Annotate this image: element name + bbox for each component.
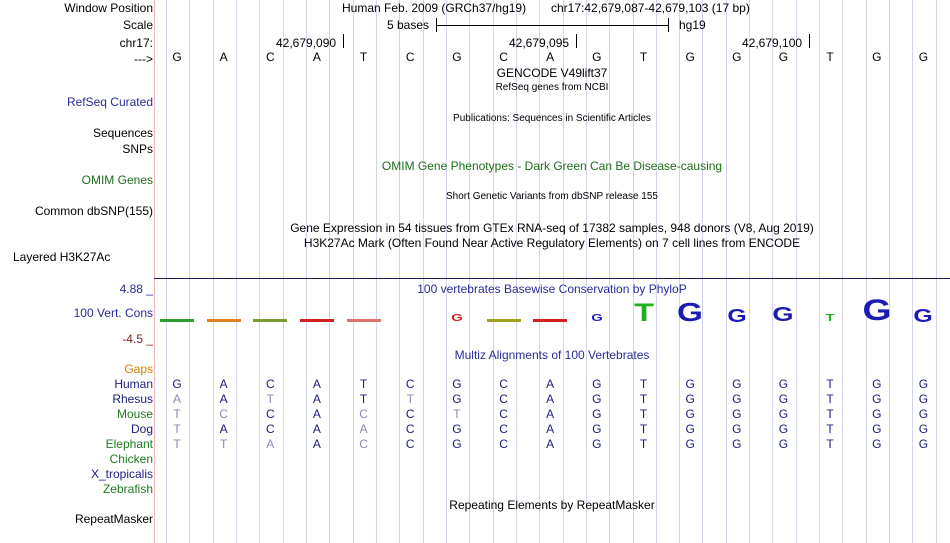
alignment-base: A: [219, 392, 228, 406]
species-label[interactable]: Elephant: [105, 437, 153, 451]
alignment-base: T: [826, 422, 834, 436]
alignment-base: A: [172, 392, 181, 406]
alignment-base: T: [359, 377, 368, 391]
alignment-base: G: [592, 407, 602, 421]
alignment-base: G: [872, 422, 882, 436]
grid-line: [213, 0, 214, 543]
alignment-base: G: [732, 377, 742, 391]
chrom-label: chr17:: [119, 36, 153, 50]
species-label[interactable]: Zebrafish: [102, 482, 153, 496]
track-separator: [154, 278, 950, 279]
base-letter: G: [918, 50, 929, 64]
alignment-base: G: [872, 392, 882, 406]
cons-letter: G: [451, 313, 463, 324]
species-label[interactable]: Mouse: [116, 407, 153, 421]
refseq-track-label[interactable]: RefSeq Curated: [66, 95, 153, 109]
base-letter: G: [592, 50, 602, 64]
repeatmasker-track-label[interactable]: RepeatMasker: [74, 512, 153, 526]
scale-label: Scale: [122, 18, 153, 32]
ruler-tick-label: 42,679,090: [276, 36, 337, 50]
ruler-tick: [809, 34, 810, 48]
alignment-base: C: [219, 407, 228, 421]
alignment-base: G: [685, 377, 695, 391]
cons-mark: [207, 319, 241, 322]
grid-line: [423, 0, 424, 543]
alignment-base: G: [918, 437, 929, 451]
cons-min-label: -4.5 _: [122, 332, 153, 346]
base-letter: G: [778, 50, 789, 64]
alignment-base: G: [452, 422, 462, 436]
grid-line: [819, 0, 820, 543]
alignment-base: T: [359, 392, 368, 406]
alignment-base: A: [266, 437, 275, 451]
alignment-base: C: [359, 407, 368, 421]
snps-track-label[interactable]: SNPs: [122, 142, 153, 156]
cons-max-label: 4.88 _: [119, 282, 153, 296]
alignment-base: A: [546, 392, 555, 406]
alignment-base: G: [592, 437, 602, 451]
alignment-base: G: [592, 392, 602, 406]
cons-letter: G: [677, 297, 704, 327]
alignment-base: T: [173, 407, 181, 421]
alignment-base: A: [546, 377, 555, 391]
alignment-base: G: [452, 377, 462, 391]
alignment-base: G: [172, 377, 182, 391]
cons-letter: G: [727, 305, 747, 326]
alignment-base: G: [918, 392, 929, 406]
alignment-base: G: [918, 377, 929, 391]
species-label[interactable]: Human: [114, 377, 153, 391]
ruler-tick-label: 42,679,100: [742, 36, 803, 50]
alignment-base: A: [312, 377, 321, 391]
base-letter: T: [359, 50, 368, 64]
grid-line: [493, 0, 494, 543]
species-label[interactable]: Rhesus: [112, 392, 153, 406]
alignment-base: C: [359, 437, 368, 451]
alignment-base: C: [265, 407, 275, 421]
grid-line: [236, 0, 237, 543]
grid-line: [889, 0, 890, 543]
multiz-track-title[interactable]: Multiz Alignments of 100 Vertebrates: [454, 348, 650, 362]
species-label[interactable]: Dog: [130, 422, 153, 436]
alignment-base: A: [219, 422, 228, 436]
cons-mark: [487, 319, 521, 322]
grid-line: [772, 0, 773, 543]
grid-line: [749, 0, 750, 543]
alignment-base: T: [639, 422, 648, 436]
db-label: hg19: [679, 18, 706, 32]
alignment-base: G: [685, 392, 695, 406]
alignment-base: G: [732, 392, 742, 406]
alignment-base: T: [639, 437, 648, 451]
base-letter: C: [499, 50, 508, 64]
alignment-base: A: [312, 437, 321, 451]
cons-letter: G: [591, 313, 603, 324]
alignment-base: C: [405, 377, 415, 391]
alignment-base: G: [872, 377, 882, 391]
cons-letter: G: [772, 304, 795, 326]
grid-line: [656, 0, 657, 543]
repeatmasker-track-title[interactable]: Repeating Elements by RepeatMasker: [449, 498, 655, 512]
alignment-base: T: [173, 437, 181, 451]
cons-mark: [300, 319, 334, 322]
cons-mark: [533, 319, 567, 322]
dbsnp-track-title[interactable]: Short Genetic Variants from dbSNP release 155: [446, 191, 658, 202]
alignment-base: G: [918, 407, 929, 421]
alignment-base: G: [732, 437, 742, 451]
cons-mark: [253, 319, 287, 322]
alignment-base: T: [826, 437, 834, 451]
cons-track-label[interactable]: 100 Vert. Cons: [73, 306, 153, 320]
grid-line: [866, 0, 867, 543]
alignment-base: G: [732, 422, 742, 436]
base-letter: G: [872, 50, 882, 64]
alignment-base: A: [219, 377, 228, 391]
alignment-base: T: [219, 437, 228, 451]
gencode-track-title[interactable]: GENCODE V49lift37: [496, 66, 608, 80]
grid-line: [609, 0, 610, 543]
alignment-base: T: [406, 392, 414, 406]
alignment-base: C: [499, 407, 508, 421]
alignment-base: G: [452, 437, 462, 451]
grid-line: [912, 0, 913, 543]
alignment-base: T: [453, 407, 461, 421]
alignment-base: G: [732, 407, 742, 421]
alignment-base: A: [312, 422, 321, 436]
dbsnp-track-label[interactable]: Common dbSNP(155): [34, 204, 153, 218]
alignment-base: T: [826, 392, 834, 406]
publications-track-title[interactable]: Publications: Sequences in Scientific Articles: [453, 113, 651, 124]
alignment-base: C: [499, 437, 508, 451]
alignment-base: T: [639, 392, 648, 406]
alignment-base: G: [778, 392, 789, 406]
species-label[interactable]: X_tropicalis: [90, 467, 153, 481]
base-letter: G: [172, 50, 182, 64]
scale-bar: [436, 18, 669, 32]
alignment-base: G: [592, 377, 602, 391]
alignment-base: T: [826, 377, 834, 391]
cons-letter: T: [825, 313, 835, 324]
alignment-base: G: [872, 407, 882, 421]
alignment-base: G: [685, 422, 695, 436]
grid-line: [306, 0, 307, 543]
alignment-base: G: [452, 392, 462, 406]
grid-line: [702, 0, 703, 543]
ruler-tick: [343, 34, 344, 48]
alignment-base: G: [778, 377, 789, 391]
assembly-name: Human Feb. 2009 (GRCh37/hg19): [342, 1, 527, 15]
alignment-base: G: [778, 422, 789, 436]
alignment-base: C: [405, 437, 415, 451]
cons-mark: [160, 319, 194, 322]
grid-line: [189, 0, 190, 543]
scale-bar-text: 5 bases: [387, 18, 430, 32]
grid-line: [796, 0, 797, 543]
grid-line: [353, 0, 354, 543]
alignment-base: C: [265, 422, 275, 436]
alignment-base: C: [405, 422, 415, 436]
cons-mark: [347, 319, 381, 322]
gaps-label: Gaps: [124, 362, 153, 376]
ruler-tick-label: 42,679,095: [509, 36, 570, 50]
phylop-track-title[interactable]: 100 vertebrates Basewise Conservation by PhyloP: [417, 282, 687, 296]
gtex-track-title[interactable]: Gene Expression in 54 tissues from GTEx RNA-seq of 17382 samples, 948 donors (V8, Aug 2019): [290, 221, 814, 235]
alignment-base: G: [872, 437, 882, 451]
base-letter: A: [312, 50, 321, 64]
base-letter: G: [685, 50, 695, 64]
cons-letter: G: [913, 305, 934, 326]
grid-line: [166, 0, 167, 543]
alignment-base: G: [778, 437, 789, 451]
grid-line: [283, 0, 284, 543]
grid-line: [259, 0, 260, 543]
base-letter: C: [265, 50, 275, 64]
base-letter: A: [546, 50, 555, 64]
alignment-base: C: [499, 422, 508, 436]
alignment-base: T: [266, 392, 274, 406]
window-position[interactable]: chr17:42,679,087-42,679,103 (17 bp): [551, 1, 750, 15]
grid-line: [726, 0, 727, 543]
grid-line: [399, 0, 400, 543]
alignment-base: A: [312, 407, 321, 421]
alignment-base: C: [499, 392, 508, 406]
species-label[interactable]: Chicken: [109, 452, 153, 466]
alignment-base: A: [312, 392, 321, 406]
base-letter: G: [732, 50, 742, 64]
alignment-base: G: [685, 407, 695, 421]
base-letter: G: [452, 50, 462, 64]
cons-letter: T: [633, 298, 654, 327]
alignment-base: G: [918, 422, 929, 436]
alignment-base: C: [499, 377, 508, 391]
alignment-base: C: [405, 407, 415, 421]
grid-line: [376, 0, 377, 543]
alignment-base: T: [826, 407, 834, 421]
base-letter: C: [405, 50, 415, 64]
sidebar-divider: [154, 0, 155, 543]
refseq-track-title[interactable]: RefSeq genes from NCBI: [495, 82, 609, 93]
h3k27ac-track-label[interactable]: Layered H3K27Ac: [13, 250, 111, 264]
grid-line: [842, 0, 843, 543]
grid-line: [936, 0, 937, 543]
grid-line: [329, 0, 330, 543]
omim-track-label[interactable]: OMIM Genes: [81, 173, 153, 187]
alignment-base: A: [546, 437, 555, 451]
grid-line: [469, 0, 470, 543]
alignment-base: A: [546, 407, 555, 421]
grid-line: [446, 0, 447, 543]
alignment-base: G: [778, 407, 789, 421]
alignment-base: T: [173, 422, 181, 436]
base-letter: A: [219, 50, 228, 64]
grid-line: [679, 0, 680, 543]
alignment-base: G: [685, 437, 695, 451]
sequences-track-label[interactable]: Sequences: [92, 126, 153, 140]
alignment-base: A: [546, 422, 555, 436]
alignment-base: A: [359, 422, 368, 436]
alignment-base: C: [265, 377, 275, 391]
alignment-base: T: [639, 377, 648, 391]
alignment-base: G: [592, 422, 602, 436]
omim-track-title[interactable]: OMIM Gene Phenotypes - Dark Green Can Be Disease-causing: [381, 159, 723, 173]
cons-letter: G: [862, 294, 892, 327]
alignment-base: T: [639, 407, 648, 421]
base-letter: T: [639, 50, 648, 64]
window-position-label: Window Position: [64, 1, 153, 15]
ruler-tick: [576, 34, 577, 48]
h3k27ac-track-title[interactable]: H3K27Ac Mark (Often Found Near Active Regulatory Elements) on 7 cell lines from ENCODE: [303, 236, 801, 250]
strand-label: --->: [134, 52, 153, 66]
grid-line: [633, 0, 634, 543]
base-letter: T: [826, 50, 834, 64]
